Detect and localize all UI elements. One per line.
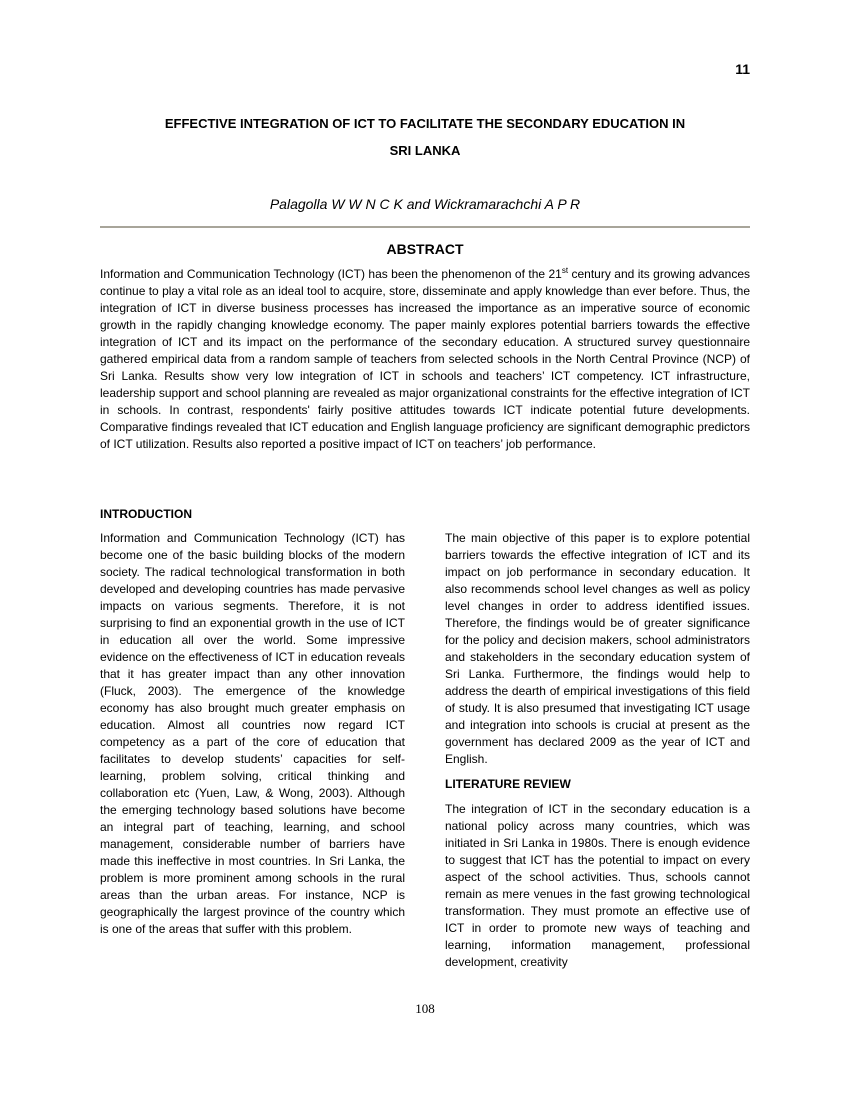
literature-review-heading: LITERATURE REVIEW <box>445 777 571 791</box>
introduction-paragraph-2: The main objective of this paper is to explore potential barriers towards the effective integration of ICT and its impact on job performance in secondary education. It also recommends school level changes as well as policy level changes in order to address identified issues. Therefore, the findings would be of greater significance for the policy and decision makers, school administrators and stakeholders in the secondary education system of Sri Lanka. Furthermore, the findings would help to address the dearth of empirical investigations of this field of study. It is also presumed that investigating ICT usage and integration into schools is crucial at present as the government has declared 2009 as the year of ICT and English. <box>445 531 750 766</box>
author-line: Palagolla W W N C K and Wickramarachchi A P R <box>269 196 581 212</box>
abstract-text-rest: century and its growing advances continue to play a vital role as an ideal tool to acquire, store, disseminate and apply knowledge than ever before. Thus, the integration of ICT in diverse business processes has increased the importance as an imperative source of economic growth in the rapidly changing knowledge economy. The paper mainly explores potential barriers towards the effective integration of ICT and its impact on the performance of the secondary education. A structured survey questionnaire gathered empirical data from a random sample of teachers from selected schools in the North Central Province (NCP) of Sri Lanka. Results show very low integration of ICT in schools and teachers’ ICT competency. ICT infrastructure, leadership support and school planning are revealed as major organizational constraints for the effective integration of ICT in schools. In contrast, respondents' fairly positive attitudes towards ICT indicate potential future developments. Comparative findings revealed that ICT education and English language proficiency are significant demographic predictors of ICT utilization. Results also reported a positive impact of ICT on teachers’ job performance. <box>100 267 750 451</box>
left-column <box>100 530 405 938</box>
introduction-heading: INTRODUCTION <box>100 507 192 521</box>
paper-title <box>100 110 750 164</box>
chapter-number: 11 <box>735 61 750 77</box>
title-divider <box>100 226 750 228</box>
abstract-text <box>100 266 750 453</box>
paper-title-line-1: EFFECTIVE INTEGRATION OF ICT TO FACILITATE THE SECONDARY EDUCATION IN <box>164 116 686 131</box>
abstract-text-start: Information and Communication Technology (ICT) has been the phenomenon of the 21 <box>100 267 562 281</box>
page-number: 108 <box>415 1001 435 1016</box>
ordinal-superscript: st <box>561 266 569 275</box>
literature-review-paragraph: The integration of ICT in the secondary education is a national policy across many countries, which was initiated in Sri Lanka in 1980s. There is enough evidence to suggest that ICT has the potential to impact on every aspect of the school activities. Thus, schools cannot remain as mere venues in the fast growing technological transformation. They must promote an effective use of ICT in order to promote new ways of teaching and learning, information management, professional development, creativity <box>445 802 750 969</box>
paper-title-line-2: SRI LANKA <box>389 143 461 158</box>
introduction-paragraph-1: Information and Communication Technology (ICT) has become one of the basic building blocks of the modern society. The radical technological transformation in both developed and developing countries has made pervasive impacts on various segments. Therefore, it is not surprising to find an exponential growth in the use of ICT in education all over the world. Some impressive evidence on the effectiveness of ICT in education reveals that it has greater impact than any other innovation (Fluck, 2003). The emergence of the knowledge economy has also brought much greater emphasis on education. Almost all countries now regard ICT competency as a part of the core of education that facilitates to develop students’ capacities for self-learning, problem solving, critical thinking and collaboration etc (Yuen, Law, & Wong, 2003). Although the emerging technology based solutions have become an integral part of teaching, learning, and school management, considerable number of barriers have made this ineffective in most countries. In Sri Lanka, the problem is more prominent among schools in the rural areas than the urban areas. For instance, NCP is geographically the largest province of the country which is one of the areas that suffer with this problem. <box>100 531 405 936</box>
abstract-heading: ABSTRACT <box>386 241 464 257</box>
right-column <box>445 530 750 971</box>
